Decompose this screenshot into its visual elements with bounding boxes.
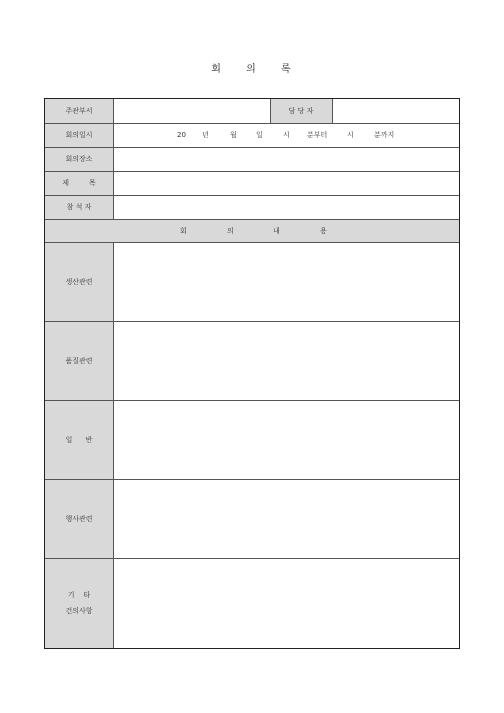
datetime-to-minute-unit: 분까지 <box>374 131 395 139</box>
title-char: 회 <box>211 64 223 75</box>
section-label-events: 행사관련 <box>45 479 113 558</box>
column-divider <box>113 242 114 648</box>
datetime-field[interactable] <box>113 123 459 147</box>
datetime-month-unit: 월 <box>230 131 237 139</box>
manager-label: 담 당 자 <box>270 99 332 123</box>
content-header <box>45 219 459 242</box>
section-label-other-line1: 기 타 <box>67 591 91 599</box>
section-field-production[interactable] <box>113 242 459 321</box>
subject-label-char: 제 <box>62 179 69 187</box>
document-title <box>0 60 504 75</box>
row-divider <box>45 400 459 401</box>
datetime-from-minute-unit: 분부터 <box>307 131 328 139</box>
title-char: 의 <box>246 64 258 75</box>
subject-field[interactable] <box>113 171 459 195</box>
row-divider <box>45 147 459 148</box>
section-label-general: 일 반 <box>45 400 113 479</box>
meeting-minutes-form <box>44 98 460 649</box>
row-divider <box>45 558 459 559</box>
column-divider <box>113 99 114 219</box>
datetime-label: 회의일시 <box>45 123 113 147</box>
row-divider <box>45 123 459 124</box>
section-field-events[interactable] <box>113 479 459 558</box>
title-char: 록 <box>281 64 293 75</box>
subject-label <box>45 171 113 195</box>
organizer-label: 주관부서 <box>45 99 113 123</box>
section-label-other <box>45 558 113 648</box>
manager-field[interactable] <box>332 99 459 123</box>
content-header-char: 의 <box>227 226 234 235</box>
section-field-other[interactable] <box>113 558 459 648</box>
place-field[interactable] <box>113 147 459 171</box>
attendees-label: 참 석 자 <box>45 195 113 219</box>
section-label-quality: 품질관련 <box>45 321 113 400</box>
row-divider <box>45 171 459 172</box>
subject-label-char: 목 <box>89 179 96 187</box>
section-field-quality[interactable] <box>113 321 459 400</box>
organizer-field[interactable] <box>113 99 270 123</box>
datetime-year-prefix: 20 <box>177 131 186 139</box>
datetime-year-unit: 년 <box>202 131 209 139</box>
row-divider <box>45 195 459 196</box>
section-field-general[interactable] <box>113 400 459 479</box>
content-header-char: 내 <box>273 226 280 235</box>
row-divider <box>45 242 459 243</box>
datetime-hour-unit: 시 <box>283 131 290 139</box>
row-divider <box>45 219 459 220</box>
attendees-field[interactable] <box>113 195 459 219</box>
datetime-day-unit: 일 <box>256 131 263 139</box>
column-divider <box>332 99 333 123</box>
section-label-other-line2: 건의사항 <box>65 607 93 615</box>
row-divider <box>45 479 459 480</box>
content-header-char: 회 <box>180 226 187 235</box>
place-label: 회의장소 <box>45 147 113 171</box>
row-divider <box>45 321 459 322</box>
column-divider <box>270 99 271 123</box>
section-label-production: 생산관련 <box>45 242 113 321</box>
content-header-char: 용 <box>320 226 327 235</box>
datetime-to-hour-unit: 시 <box>347 131 354 139</box>
